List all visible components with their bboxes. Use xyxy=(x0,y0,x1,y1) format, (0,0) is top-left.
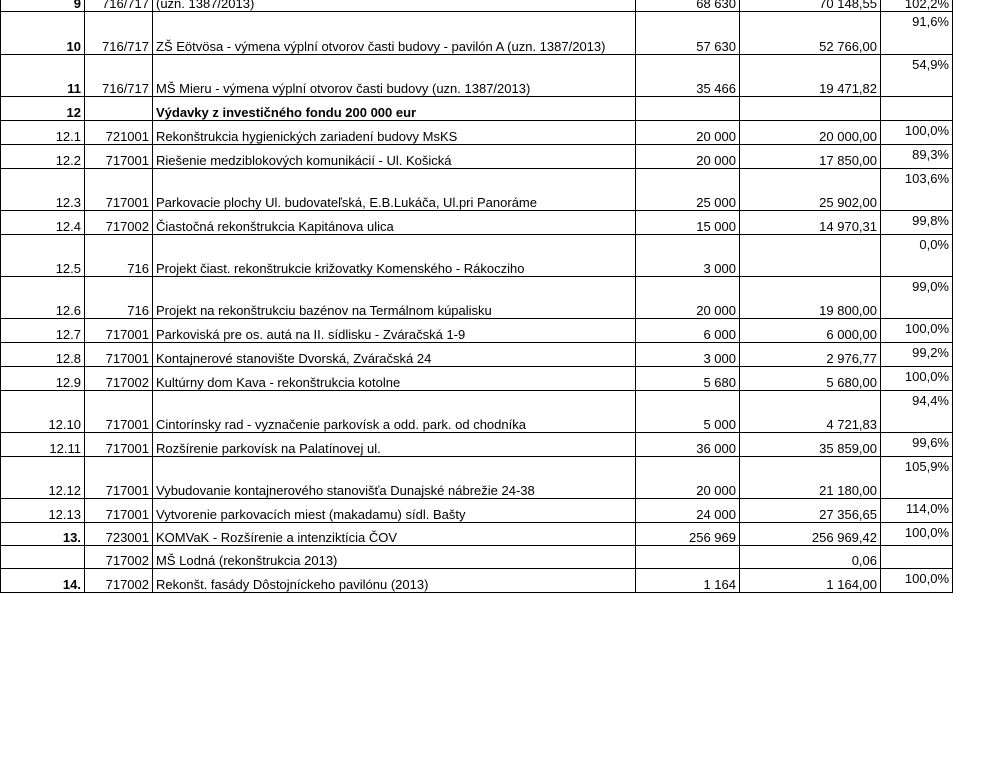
row-number: 10 xyxy=(1,12,85,55)
row-number: 12 xyxy=(1,97,85,121)
table-row xyxy=(1,546,953,569)
item-description: Projekt čiast. rekonštrukcie križovatky Komenského - Rákocziho xyxy=(153,235,636,277)
percent-fulfilled: 105,9% xyxy=(881,457,953,499)
budget-amount: 35 466 xyxy=(636,55,740,97)
budget-amount: 15 000 xyxy=(636,211,740,235)
item-description: Riešenie medziblokových komunikácií - Ul. Košická xyxy=(153,145,636,169)
table-row xyxy=(1,12,953,55)
budget-amount: 5 680 xyxy=(636,367,740,391)
budget-amount: 256 969 xyxy=(636,523,740,546)
budget-code: 717001 xyxy=(85,169,153,211)
actual-amount: 70 148,55 xyxy=(740,0,881,12)
item-description: Projekt na rekonštrukciu bazénov na Termálnom kúpalisku xyxy=(153,277,636,319)
row-number: 12.11 xyxy=(1,433,85,457)
budget-code: 721001 xyxy=(85,121,153,145)
actual-amount xyxy=(740,235,881,277)
item-description: Kultúrny dom Kava - rekonštrukcia kotolne xyxy=(153,367,636,391)
row-number xyxy=(1,546,85,569)
budget-code: 717001 xyxy=(85,319,153,343)
budget-code: 717002 xyxy=(85,546,153,569)
actual-amount: 4 721,83 xyxy=(740,391,881,433)
actual-amount: 14 970,31 xyxy=(740,211,881,235)
percent-fulfilled: 94,4% xyxy=(881,391,953,433)
item-description: Rozšírenie parkovísk na Palatínovej ul. xyxy=(153,433,636,457)
actual-amount: 0,06 xyxy=(740,546,881,569)
actual-amount: 17 850,00 xyxy=(740,145,881,169)
table-row xyxy=(1,523,953,546)
budget-code: 717001 xyxy=(85,391,153,433)
budget-code: 717002 xyxy=(85,211,153,235)
budget-code: 717001 xyxy=(85,457,153,499)
item-description: MŠ Lodná (rekonštrukcia 2013) xyxy=(153,546,636,569)
budget-code: 723001 xyxy=(85,523,153,546)
actual-amount: 5 680,00 xyxy=(740,367,881,391)
row-number: 12.8 xyxy=(1,343,85,367)
percent-fulfilled: 89,3% xyxy=(881,145,953,169)
table-row xyxy=(1,169,953,211)
row-number: 12.10 xyxy=(1,391,85,433)
table-row xyxy=(1,97,953,121)
table-row xyxy=(1,0,953,12)
actual-amount: 2 976,77 xyxy=(740,343,881,367)
budget-code: 716/717 xyxy=(85,12,153,55)
table-row xyxy=(1,499,953,523)
actual-amount: 27 356,65 xyxy=(740,499,881,523)
table-row xyxy=(1,433,953,457)
row-number: 12.2 xyxy=(1,145,85,169)
table-row xyxy=(1,121,953,145)
budget-code: 717001 xyxy=(85,499,153,523)
table-row xyxy=(1,145,953,169)
table-row xyxy=(1,367,953,391)
budget-amount: 20 000 xyxy=(636,457,740,499)
percent-fulfilled xyxy=(881,97,953,121)
row-number: 12.7 xyxy=(1,319,85,343)
actual-amount: 25 902,00 xyxy=(740,169,881,211)
budget-amount: 6 000 xyxy=(636,319,740,343)
percent-fulfilled: 100,0% xyxy=(881,121,953,145)
row-number: 9 xyxy=(1,0,85,12)
budget-amount xyxy=(636,546,740,569)
budget-amount: 25 000 xyxy=(636,169,740,211)
actual-amount: 52 766,00 xyxy=(740,12,881,55)
percent-fulfilled xyxy=(881,546,953,569)
table-row xyxy=(1,569,953,593)
item-description: Vybudovanie kontajnerového stanovišťa Dunajské nábrežie 24-38 xyxy=(153,457,636,499)
row-number: 13. xyxy=(1,523,85,546)
budget-amount: 36 000 xyxy=(636,433,740,457)
item-description: Kontajnerové stanovište Dvorská, Zváračská 24 xyxy=(153,343,636,367)
table-row xyxy=(1,457,953,499)
actual-amount: 35 859,00 xyxy=(740,433,881,457)
row-number: 11 xyxy=(1,55,85,97)
budget-code: 717002 xyxy=(85,569,153,593)
percent-fulfilled: 100,0% xyxy=(881,319,953,343)
budget-amount: 3 000 xyxy=(636,343,740,367)
item-description: Parkoviská pre os. autá na II. sídlisku - Zváračská 1-9 xyxy=(153,319,636,343)
row-number: 12.13 xyxy=(1,499,85,523)
budget-amount: 1 164 xyxy=(636,569,740,593)
budget-amount: 68 630 xyxy=(636,0,740,12)
budget-code xyxy=(85,97,153,121)
table-row xyxy=(1,319,953,343)
table-row xyxy=(1,55,953,97)
actual-amount: 21 180,00 xyxy=(740,457,881,499)
item-description: Rekonšt. fasády Dôstojníckeho pavilónu (2013) xyxy=(153,569,636,593)
budget-amount: 57 630 xyxy=(636,12,740,55)
actual-amount: 6 000,00 xyxy=(740,319,881,343)
table-row xyxy=(1,277,953,319)
table-body xyxy=(1,0,953,593)
actual-amount: 256 969,42 xyxy=(740,523,881,546)
table-row xyxy=(1,391,953,433)
item-description: Parkovacie plochy Ul. budovateľská, E.B.Lukáča, Ul.pri Panoráme xyxy=(153,169,636,211)
item-description: (uzn. 1387/2013) xyxy=(153,0,636,12)
budget-amount: 24 000 xyxy=(636,499,740,523)
budget-amount: 20 000 xyxy=(636,277,740,319)
budget-code: 717001 xyxy=(85,145,153,169)
budget-amount xyxy=(636,97,740,121)
item-description: ZŠ Eötvösa - výmena výplní otvorov časti budovy - pavilón A (uzn. 1387/2013) xyxy=(153,12,636,55)
row-number: 12.5 xyxy=(1,235,85,277)
percent-fulfilled: 99,2% xyxy=(881,343,953,367)
row-number: 12.1 xyxy=(1,121,85,145)
item-description: Čiastočná rekonštrukcia Kapitánova ulica xyxy=(153,211,636,235)
row-number: 12.3 xyxy=(1,169,85,211)
budget-amount: 20 000 xyxy=(636,121,740,145)
budget-code: 716 xyxy=(85,277,153,319)
budget-code: 716/717 xyxy=(85,55,153,97)
actual-amount: 19 800,00 xyxy=(740,277,881,319)
table-row xyxy=(1,235,953,277)
percent-fulfilled: 99,8% xyxy=(881,211,953,235)
item-description: KOMVaK - Rozšírenie a intenziktícia ČOV xyxy=(153,523,636,546)
budget-amount: 5 000 xyxy=(636,391,740,433)
budget-code: 717001 xyxy=(85,433,153,457)
row-number: 12.6 xyxy=(1,277,85,319)
row-number: 12.4 xyxy=(1,211,85,235)
table-row xyxy=(1,343,953,367)
row-number: 12.12 xyxy=(1,457,85,499)
actual-amount xyxy=(740,97,881,121)
item-description: Cintorínsky rad - vyznačenie parkovísk a odd. park. od chodníka xyxy=(153,391,636,433)
item-description: Rekonštrukcia hygienických zariadení budovy MsKS xyxy=(153,121,636,145)
row-number: 12.9 xyxy=(1,367,85,391)
item-description: Vytvorenie parkovacích miest (makadamu) sídl. Bašty xyxy=(153,499,636,523)
table-row xyxy=(1,211,953,235)
percent-fulfilled: 100,0% xyxy=(881,523,953,546)
budget-code: 716/717 xyxy=(85,0,153,12)
percent-fulfilled: 102,2% xyxy=(881,0,953,12)
item-description: Výdavky z investičného fondu 200 000 eur xyxy=(153,97,636,121)
budget-code: 716 xyxy=(85,235,153,277)
percent-fulfilled: 91,6% xyxy=(881,12,953,55)
percent-fulfilled: 114,0% xyxy=(881,499,953,523)
percent-fulfilled: 103,6% xyxy=(881,169,953,211)
budget-amount: 20 000 xyxy=(636,145,740,169)
budget-code: 717001 xyxy=(85,343,153,367)
row-number: 14. xyxy=(1,569,85,593)
actual-amount: 20 000,00 xyxy=(740,121,881,145)
actual-amount: 1 164,00 xyxy=(740,569,881,593)
budget-amount: 3 000 xyxy=(636,235,740,277)
percent-fulfilled: 54,9% xyxy=(881,55,953,97)
budget-code: 717002 xyxy=(85,367,153,391)
actual-amount: 19 471,82 xyxy=(740,55,881,97)
percent-fulfilled: 100,0% xyxy=(881,367,953,391)
percent-fulfilled: 99,6% xyxy=(881,433,953,457)
item-description: MŠ Mieru - výmena výplní otvorov časti budovy (uzn. 1387/2013) xyxy=(153,55,636,97)
percent-fulfilled: 100,0% xyxy=(881,569,953,593)
percent-fulfilled: 99,0% xyxy=(881,277,953,319)
percent-fulfilled: 0,0% xyxy=(881,235,953,277)
